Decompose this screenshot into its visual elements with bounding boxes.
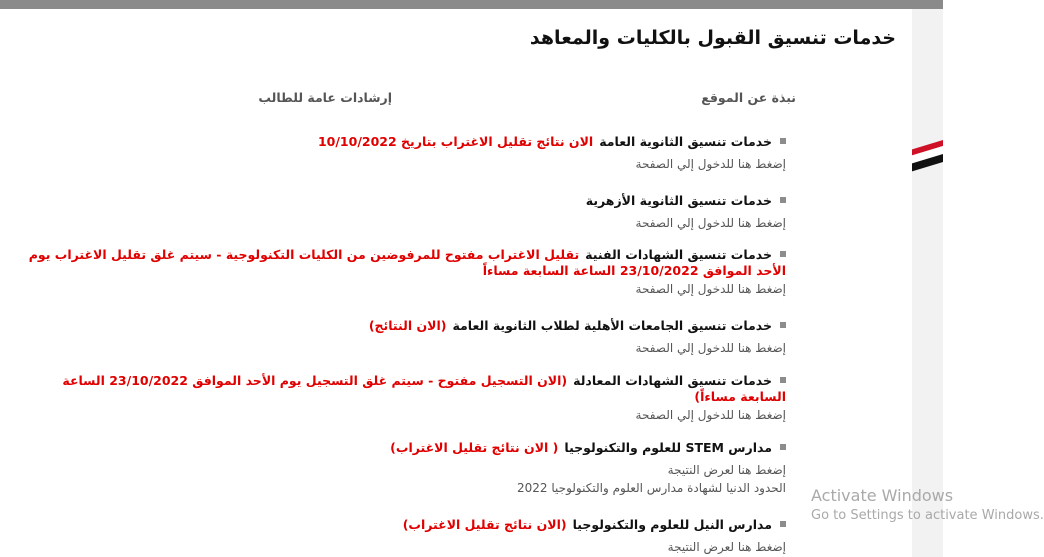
service-item-equivalent-certificates bbox=[36, 373, 786, 423]
service-note: (الان نتائج تقليل الاغتراب) bbox=[402, 517, 567, 532]
bullet-icon bbox=[780, 197, 786, 203]
service-title[interactable]: خدمات تنسيق الشهادات الفنية bbox=[585, 247, 772, 262]
nav-guidance-link[interactable]: إرشادات عامة للطالب bbox=[258, 90, 392, 105]
page-title: خدمات تنسيق القبول بالكليات والمعاهد bbox=[529, 27, 896, 49]
service-title[interactable]: مدارس النيل للعلوم والتكنولوجيا bbox=[572, 517, 772, 532]
service-title[interactable]: خدمات تنسيق الجامعات الأهلية لطلاب الثانوية العامة bbox=[452, 318, 772, 333]
service-title[interactable]: مدارس STEM للعلوم والتكنولوجيا bbox=[564, 440, 772, 455]
bullet-icon bbox=[780, 138, 786, 144]
service-item-technical-certificates bbox=[0, 247, 786, 297]
stem-minimum-scores-text: الحدود الدنيا لشهادة مدارس العلوم والتكنولوجيا 2022 bbox=[517, 481, 786, 495]
nav-about-link[interactable]: نبذة عن الموقع bbox=[701, 90, 796, 105]
right-gutter bbox=[912, 9, 943, 557]
view-result-link[interactable]: إضغط هنا لعرض النتيجة bbox=[667, 540, 786, 554]
service-note: ( الان نتائج تقليل الاغتراب) bbox=[390, 440, 559, 455]
service-note: تقليل الاغتراب مفتوح للمرفوضين من الكليات التكنولوجية - سيتم غلق تقليل الاغتراب يوم الأحد الموافق 23/10/2022 الساعة السابعة مساءاً bbox=[28, 247, 786, 278]
enter-page-link[interactable]: إضغط هنا للدخول إلي الصفحة bbox=[635, 216, 786, 230]
browser-top-bar bbox=[0, 0, 943, 9]
service-note: الان نتائج تقليل الاغتراب بتاريخ 10/10/2022 bbox=[317, 134, 594, 149]
service-item-stem-schools bbox=[390, 440, 786, 496]
service-title[interactable]: خدمات تنسيق الشهادات المعادلة bbox=[573, 373, 772, 388]
enter-page-link[interactable]: إضغط هنا للدخول إلي الصفحة bbox=[635, 408, 786, 422]
view-result-link[interactable]: إضغط هنا لعرض النتيجة bbox=[667, 463, 786, 477]
service-item-nile-schools bbox=[403, 517, 786, 555]
enter-page-link[interactable]: إضغط هنا للدخول إلي الصفحة bbox=[635, 157, 786, 171]
service-title[interactable]: خدمات تنسيق الثانوية الأزهرية bbox=[585, 193, 772, 208]
service-item-private-universities bbox=[369, 318, 786, 356]
windows-activation-watermark bbox=[811, 486, 1044, 523]
bullet-icon bbox=[780, 322, 786, 328]
service-item-azhar-secondary bbox=[586, 193, 786, 231]
enter-page-link[interactable]: إضغط هنا للدخول إلي الصفحة bbox=[635, 282, 786, 296]
enter-page-link[interactable]: إضغط هنا للدخول إلي الصفحة bbox=[635, 341, 786, 355]
bullet-icon bbox=[780, 377, 786, 383]
egypt-flag-icon bbox=[910, 138, 943, 178]
bullet-icon bbox=[780, 444, 786, 450]
service-item-general-secondary bbox=[318, 134, 786, 172]
watermark-line1: Activate Windows bbox=[811, 486, 954, 505]
watermark-line2: Go to Settings to activate Windows. bbox=[811, 508, 1044, 523]
service-title[interactable]: خدمات تنسيق الثانوية العامة bbox=[599, 134, 772, 149]
service-note: (الان النتائج) bbox=[368, 318, 447, 333]
service-note: (الان التسجيل مفتوح - سيتم غلق التسجيل يوم الأحد الموافق 23/10/2022 الساعة السابعة مساءاً) bbox=[62, 373, 786, 404]
bullet-icon bbox=[780, 251, 786, 257]
bullet-icon bbox=[780, 521, 786, 527]
content-panel bbox=[0, 9, 912, 557]
